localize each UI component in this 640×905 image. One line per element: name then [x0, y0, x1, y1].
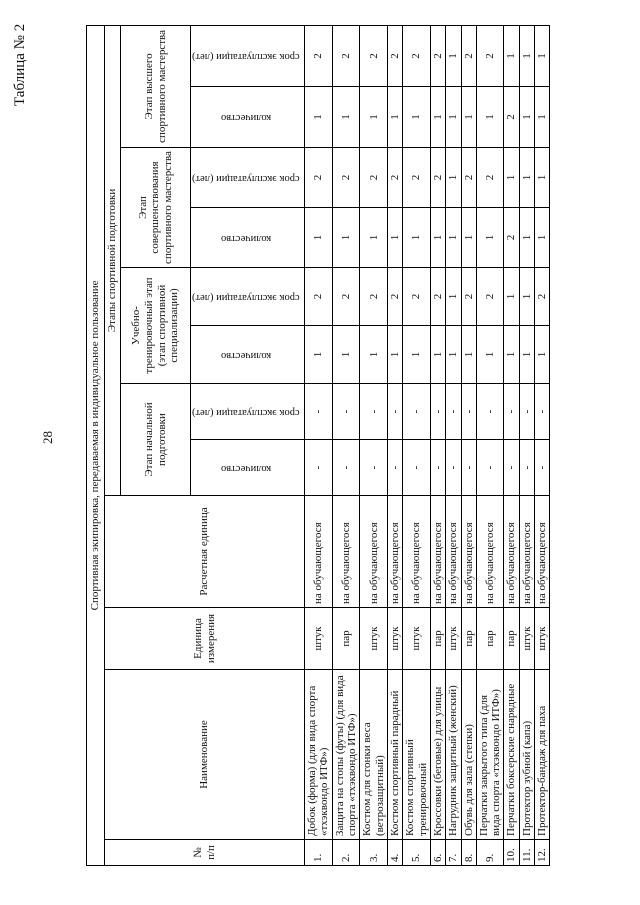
row-calc: на обучающегося — [387, 496, 402, 608]
row-value: - — [403, 384, 431, 440]
table-row — [387, 25, 402, 865]
col-name: Наименование — [105, 670, 305, 840]
row-value: - — [519, 384, 534, 440]
table-title: Спортивная экипировка, передаваемая в индивидуальное пользование — [87, 25, 105, 865]
row-value: 1 — [430, 87, 445, 148]
subheader-qty — [191, 326, 305, 384]
row-value: 1 — [504, 268, 519, 326]
row-value: - — [504, 440, 519, 496]
row-value: 1 — [446, 25, 461, 86]
row-value: 2 — [476, 148, 504, 208]
row-name: Защита на стопы (футы) (для вида спорта «тхэквондо ИТФ») — [332, 670, 360, 840]
subheader-term-label: срок эксплуатации (лет) — [192, 50, 300, 62]
row-value: 2 — [360, 25, 388, 86]
row-value: - — [535, 440, 550, 496]
subheader-qty — [191, 440, 305, 496]
row-value: 1 — [332, 87, 360, 148]
row-number: 7. — [446, 840, 461, 866]
row-value: 1 — [430, 326, 445, 384]
row-number: 6. — [430, 840, 445, 866]
row-value: 2 — [305, 148, 333, 208]
row-value: 2 — [461, 25, 476, 86]
row-value: 2 — [476, 25, 504, 86]
row-value: 2 — [305, 268, 333, 326]
row-value: - — [461, 440, 476, 496]
row-value: 2 — [360, 268, 388, 326]
row-unit: штук — [519, 608, 534, 670]
row-value: 2 — [403, 25, 431, 86]
row-value: 1 — [519, 25, 534, 86]
row-name: Добок (форма) (для вида спорта «тхэквондо ИТФ») — [305, 670, 333, 840]
row-value: 1 — [403, 87, 431, 148]
row-value: 1 — [446, 148, 461, 208]
row-value: 2 — [430, 268, 445, 326]
row-value: 1 — [519, 268, 534, 326]
row-value: 1 — [360, 208, 388, 268]
row-value: - — [476, 384, 504, 440]
row-name: Перчатки закрытого типа (для вида спорта «тхэквондо ИТФ») — [476, 670, 504, 840]
subheader-term — [191, 268, 305, 326]
table-row — [519, 25, 534, 865]
row-unit: штук — [403, 608, 431, 670]
subheader-qty-label: количество — [220, 462, 271, 474]
row-value: 1 — [332, 208, 360, 268]
row-value: 2 — [305, 25, 333, 86]
row-value: - — [305, 384, 333, 440]
row-value: 2 — [430, 25, 445, 86]
row-name: Перчатки боксерские снарядные — [504, 670, 519, 840]
row-value: 2 — [332, 148, 360, 208]
stage-2: Учебно-тренировочный этап (этап спортивной специализации) — [121, 268, 191, 384]
row-name: Костюм спортивный тренировочный — [403, 670, 431, 840]
row-value: - — [360, 440, 388, 496]
row-value: 1 — [403, 326, 431, 384]
subheader-qty-label: количество — [220, 349, 271, 361]
col-unit: Единица измерения — [105, 608, 305, 670]
row-value: 2 — [332, 25, 360, 86]
row-value: - — [403, 440, 431, 496]
row-value: 2 — [476, 268, 504, 326]
col-calc: Расчетная единица — [105, 496, 305, 608]
row-value: 1 — [430, 208, 445, 268]
row-name: Протектор-бандаж для паха — [535, 670, 550, 840]
row-calc: на обучающегося — [519, 496, 534, 608]
row-value: 1 — [519, 326, 534, 384]
row-value: 1 — [476, 87, 504, 148]
row-value: 2 — [461, 268, 476, 326]
row-value: 1 — [360, 326, 388, 384]
row-name: Протектор зубной (капа) — [519, 670, 534, 840]
subheader-term-label: срок эксплуатации (лет) — [192, 291, 300, 303]
row-number: 10. — [504, 840, 519, 866]
row-name: Кроссовки (беговые) для улицы — [430, 670, 445, 840]
row-value: - — [332, 384, 360, 440]
subheader-qty — [191, 87, 305, 148]
row-number: 11. — [519, 840, 534, 866]
subheader-qty — [191, 208, 305, 268]
row-value: 2 — [535, 268, 550, 326]
row-value: - — [360, 384, 388, 440]
col-no: № п/п — [105, 840, 305, 866]
table-row — [446, 25, 461, 865]
row-calc: на обучающегося — [504, 496, 519, 608]
row-number: 9. — [476, 840, 504, 866]
row-number: 3. — [360, 840, 388, 866]
row-unit: пар — [332, 608, 360, 670]
row-calc: на обучающегося — [461, 496, 476, 608]
row-value: 2 — [387, 25, 402, 86]
row-value: 2 — [403, 148, 431, 208]
row-value: 1 — [305, 87, 333, 148]
row-calc: на обучающегося — [305, 496, 333, 608]
row-value: 2 — [461, 148, 476, 208]
row-value: 1 — [461, 208, 476, 268]
subheader-qty-label: количество — [220, 232, 271, 244]
row-value: - — [446, 440, 461, 496]
subheader-term — [191, 148, 305, 208]
row-value: 1 — [446, 87, 461, 148]
row-value: - — [430, 440, 445, 496]
table-row — [476, 25, 504, 865]
row-value: 2 — [387, 148, 402, 208]
row-value: 2 — [403, 268, 431, 326]
table-label: Таблица № 2 — [12, 23, 28, 106]
row-unit: пар — [476, 608, 504, 670]
table-row — [461, 25, 476, 865]
row-value: 2 — [504, 208, 519, 268]
row-calc: на обучающегося — [535, 496, 550, 608]
subheader-term — [191, 384, 305, 440]
row-value: 1 — [446, 208, 461, 268]
row-value: - — [519, 440, 534, 496]
row-value: 2 — [504, 87, 519, 148]
row-value: 1 — [305, 326, 333, 384]
row-value: - — [446, 384, 461, 440]
row-value: 1 — [504, 148, 519, 208]
row-value: 1 — [461, 87, 476, 148]
row-number: 1. — [305, 840, 333, 866]
row-number: 2. — [332, 840, 360, 866]
equipment-table — [86, 25, 550, 866]
row-number: 8. — [461, 840, 476, 866]
row-unit: штук — [360, 608, 388, 670]
row-value: 1 — [387, 326, 402, 384]
row-value: 1 — [535, 326, 550, 384]
row-value: 1 — [332, 326, 360, 384]
row-unit: штук — [535, 608, 550, 670]
row-value: - — [476, 440, 504, 496]
row-value: 2 — [430, 148, 445, 208]
row-calc: на обучающегося — [430, 496, 445, 608]
row-calc: на обучающегося — [476, 496, 504, 608]
row-value: 1 — [535, 148, 550, 208]
subheader-term — [191, 25, 305, 86]
row-value: - — [305, 440, 333, 496]
table-row — [360, 25, 388, 865]
row-value: 1 — [476, 326, 504, 384]
row-unit: штук — [305, 608, 333, 670]
row-name: Костюм спортивный парадный — [387, 670, 402, 840]
row-value: 1 — [305, 208, 333, 268]
row-value: 1 — [519, 208, 534, 268]
stage-4: Этап высшего спортивного мастерства — [121, 25, 191, 147]
row-value: 1 — [504, 326, 519, 384]
table-row — [332, 25, 360, 865]
row-value: - — [504, 384, 519, 440]
row-calc: на обучающегося — [360, 496, 388, 608]
row-value: - — [387, 384, 402, 440]
row-value: - — [387, 440, 402, 496]
row-value: 1 — [519, 148, 534, 208]
row-value: 1 — [461, 326, 476, 384]
row-name: Нагрудник защитный (женский) — [446, 670, 461, 840]
subheader-term-label: срок эксплуатации (лет) — [192, 172, 300, 184]
row-value: 1 — [476, 208, 504, 268]
table-row — [403, 25, 431, 865]
row-value: 1 — [535, 25, 550, 86]
row-unit: пар — [504, 608, 519, 670]
row-name: Обувь для зала (степки) — [461, 670, 476, 840]
row-unit: пар — [430, 608, 445, 670]
row-value: 1 — [446, 326, 461, 384]
row-name: Костюм для сгонки веса (ветрозащитный) — [360, 670, 388, 840]
row-value: 1 — [387, 208, 402, 268]
table-row — [535, 25, 550, 865]
row-value: 2 — [332, 268, 360, 326]
row-value: - — [430, 384, 445, 440]
row-calc: на обучающегося — [403, 496, 431, 608]
row-value: - — [332, 440, 360, 496]
row-unit: пар — [461, 608, 476, 670]
row-number: 12. — [535, 840, 550, 866]
page-number: 28 — [40, 431, 55, 444]
row-value: 2 — [360, 148, 388, 208]
row-value: 1 — [446, 268, 461, 326]
row-unit: штук — [387, 608, 402, 670]
table-row — [430, 25, 445, 865]
row-value: 1 — [387, 87, 402, 148]
row-value: 1 — [403, 208, 431, 268]
row-value: 1 — [519, 87, 534, 148]
row-number: 5. — [403, 840, 431, 866]
subheader-qty-label: количество — [220, 112, 271, 124]
subheader-term-label: срок эксплуатации (лет) — [192, 406, 300, 418]
stages-title: Этапы спортивной подготовки — [105, 25, 121, 495]
row-value: 1 — [360, 87, 388, 148]
row-value: - — [461, 384, 476, 440]
row-value: - — [535, 384, 550, 440]
row-calc: на обучающегося — [332, 496, 360, 608]
table-row — [504, 25, 519, 865]
row-value: 1 — [535, 87, 550, 148]
row-unit: штук — [446, 608, 461, 670]
stage-1: Этап начальной подготовки — [121, 384, 191, 496]
table-row — [305, 25, 333, 865]
stage-3: Этап совершенствования спортивного мастерства — [121, 148, 191, 268]
row-value: 2 — [387, 268, 402, 326]
row-value: 1 — [535, 208, 550, 268]
row-value: 1 — [504, 25, 519, 86]
row-number: 4. — [387, 840, 402, 866]
row-calc: на обучающегося — [446, 496, 461, 608]
